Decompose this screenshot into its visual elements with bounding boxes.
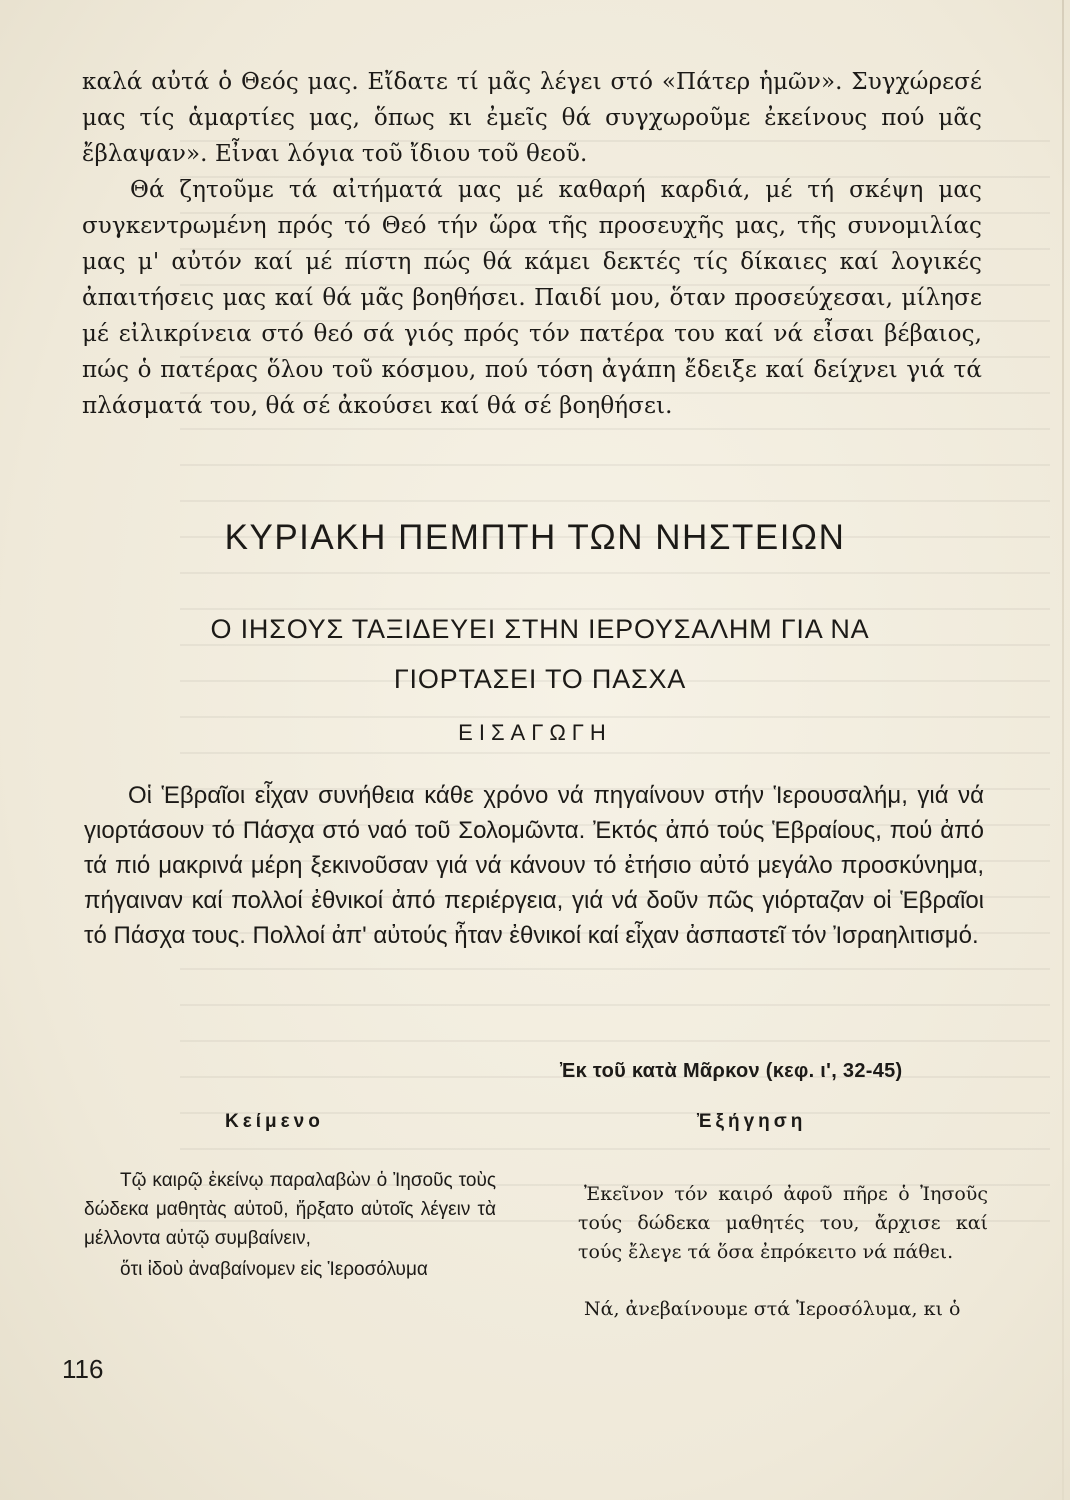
explanation-column [578,1180,988,1324]
text-column-heading: Κείμενο [225,1111,324,1132]
explanation-column-heading: Ἐξήγηση [697,1111,807,1132]
intro-paragraph: Οἱ Ἑβραῖοι εἶχαν συνήθεια κάθε χρόνο νά πηγαίνουν στήν Ἱερουσαλήμ, γιά νά γιορτάσουν τό Πάσχα στό ναό τοῦ Σολομῶντα. Ἐκτός ἀπό τούς Ἑβραίους, πού ἀπό τά πιό μακρινά μέρη ξεκινοῦσαν γιά νά κάνουν τό ἐτήσιο αὐτό μεγάλο προσκύνημα, πήγαιναν καί πολλοί ἐθνικοί ἀπό περιέργεια, γιά νά δοῦν πῶς γιόρταζαν οἱ Ἑβραῖοι τό Πάσχα τους. Πολλοί ἀπ' αὐτούς ἦταν ἐθνικοί καί εἶχαν ἀσπαστεῖ τόν Ἰσραηλιτισμό. [84,782,984,949]
gospel-source-reference: Ἐκ τοῦ κατὰ Μᾶρκον (κεφ. ι', 32-45) [560,1060,903,1082]
page-edge [1062,0,1064,1500]
subtitle-line-1: Ο ΙΗΣΟΥΣ ΤΑΞΙΔΕΥΕΙ ΣΤΗΝ ΙΕΡΟΥΣΑΛΗΜ ΓΙΑ ΝΑ [210,614,870,644]
explanation-2: Νά, ἀνεβαίνουμε στά Ἱεροσόλυμα, κι ὁ [584,1298,961,1320]
page-number: 116 [62,1354,104,1384]
explanation-1: Ἐκεῖνον τόν καιρό ἀφοῦ πῆρε ὁ Ἰησοῦς τούς δώδεκα μαθητές του, ἄρχισε καί τούς ἔλεγε τά ὅσα ἐπρόκειτο νά πάθει. [578,1183,988,1263]
original-text-column [84,1166,496,1284]
continued-paragraph: καλά αὐτά ὁ Θεός μας. Εἴδατε τί μᾶς λέγει στό «Πάτερ ἡμῶν». Συγχώρεσέ μας τίς ἁμαρτίες μας, ὅπως κι ἐμεῖς θά συγχωροῦμε ἐκείνους πού μᾶς ἔβλαψαν». Εἶναι λόγια τοῦ ἴδιου τοῦ θεοῦ. [82,69,982,167]
chapter-subtitle [110,604,970,704]
prayer-paragraph: Θά ζητοῦμε τά αἰτήματά μας μέ καθαρή καρδιά, μέ τή σκέψη μας συγκεντρωμένη πρός τό Θεό τήν ὥρα τῆς προσευχῆς μας, τῆς συνομιλίας μας μ' αὐτόν καί μέ πίστη πώς θά κάμει δεκτές τίς δίκαιες καί λογικές ἀπαιτήσεις μας καί θά μᾶς βοηθήσει. Παιδί μου, ὅταν προσεύχεσαι, μίλησε μέ εἰλικρίνεια στό θεό σά γιός πρός τόν πατέρα του καί νά εἶσαι βέβαιος, πώς ὁ πατέρας ὅλου τοῦ κόσμου, πού τόση ἀγάπη ἔδειξε καί δείχνει γιά τά πλάσματά του, θά σέ ἀκούσει καί θά σέ βοηθήσει. [82,177,982,419]
intro-heading: ΕΙΣΑΓΩΓΗ [458,720,612,745]
verse-1: Τῷ καιρῷ ἐκείνῳ παραλαβὼν ὁ Ἰησοῦς τοὺς δώδεκα μαθητὰς αὐτοῦ, ἤρξατο αὐτοῖς λέγειν τὰ μέλλοντα αὐτῷ συμβαίνειν, [84,1170,496,1249]
section-title: ΚΥΡΙΑΚΗ ΠΕΜΠΤΗ ΤΩΝ ΝΗΣΤΕΙΩΝ [224,518,846,557]
verse-2: ὅτι ἰδοὺ ἀναβαίνομεν εἰς Ἱεροσόλυμα [120,1259,428,1280]
subtitle-line-2: ΓΙΟΡΤΑΣΕΙ ΤΟ ΠΑΣΧΑ [393,664,687,694]
